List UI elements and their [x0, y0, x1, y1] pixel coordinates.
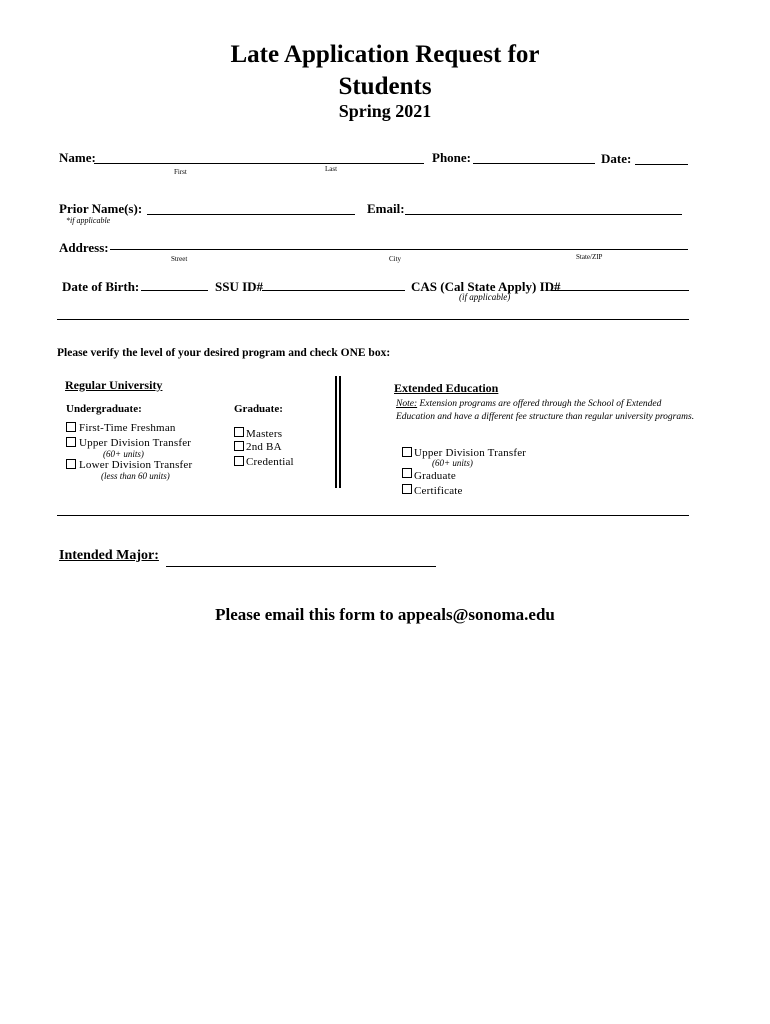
ext-graduate-checkbox[interactable] — [402, 468, 412, 478]
note-prefix: Note: — [396, 399, 418, 409]
prior-names-hint: *if applicable — [66, 216, 111, 225]
credential-checkbox[interactable] — [234, 456, 244, 466]
name-field[interactable] — [94, 163, 424, 164]
second-ba-checkbox[interactable] — [234, 441, 244, 451]
address-city-caption: City — [389, 255, 402, 263]
second-ba-option-label: 2nd BA — [246, 441, 282, 453]
upper-division-units-hint: (60+ units) — [103, 449, 144, 459]
upper-division-transfer-checkbox[interactable] — [66, 437, 76, 447]
email-instruction: Please email this form to appeals@sonoma.edu — [215, 605, 555, 624]
address-state-zip-caption: State/ZIP — [576, 253, 603, 261]
dob-label: Date of Birth: — [62, 279, 140, 294]
phone-label: Phone: — [432, 150, 471, 165]
freshman-option-label: First-Time Freshman — [79, 422, 176, 434]
date-field[interactable] — [635, 164, 688, 165]
cas-id-label: CAS (Cal State Apply) ID# — [411, 279, 561, 294]
ext-certificate-checkbox[interactable] — [402, 484, 412, 494]
ext-upper-division-units-hint: (60+ units) — [432, 458, 473, 468]
prior-names-label: Prior Name(s): — [59, 201, 143, 216]
cas-id-field[interactable] — [551, 290, 689, 291]
address-field[interactable] — [110, 249, 688, 250]
phone-field[interactable] — [473, 163, 595, 164]
form-title-line2: Students — [338, 73, 432, 100]
intended-major-label: Intended Major: — [59, 548, 159, 563]
form-term: Spring 2021 — [338, 101, 432, 121]
undergraduate-heading: Undergraduate: — [66, 403, 142, 415]
name-last-caption: Last — [325, 165, 338, 173]
cas-id-hint: (if applicable) — [459, 292, 511, 302]
program-instruction: Please verify the level of your desired program and check ONE box: — [57, 347, 391, 359]
intended-major-field[interactable] — [166, 566, 436, 567]
ssu-id-label: SSU ID# — [215, 279, 264, 294]
graduate-heading: Graduate: — [234, 403, 283, 415]
upper-division-transfer-option-label: Upper Division Transfer — [79, 437, 192, 449]
name-first-caption: First — [174, 168, 187, 176]
form-title-line1: Late Application Request for — [230, 41, 540, 68]
address-label: Address: — [59, 240, 109, 255]
extended-education-note — [396, 398, 696, 424]
masters-checkbox[interactable] — [234, 427, 244, 437]
section-divider-top — [57, 319, 689, 320]
ext-upper-division-option-label: Upper Division Transfer — [414, 447, 527, 459]
prior-names-field[interactable] — [147, 214, 355, 215]
column-divider-left — [335, 376, 337, 488]
lower-division-transfer-checkbox[interactable] — [66, 459, 76, 469]
ext-graduate-option-label: Graduate — [414, 470, 456, 482]
email-label: Email: — [367, 201, 405, 216]
column-divider-right — [339, 376, 341, 488]
freshman-checkbox[interactable] — [66, 422, 76, 432]
masters-option-label: Masters — [246, 428, 283, 440]
extended-education-heading: Extended Education — [394, 381, 499, 395]
dob-field[interactable] — [141, 290, 208, 291]
section-divider-bottom — [57, 515, 689, 516]
note-text: Extension programs are offered through the School of Extended Education and have a different fee structure than regular university programs. — [396, 399, 695, 422]
email-field[interactable] — [405, 214, 682, 215]
address-street-caption: Street — [171, 255, 188, 263]
ssu-id-field[interactable] — [262, 290, 405, 291]
name-label: Name: — [59, 150, 96, 165]
ext-upper-division-checkbox[interactable] — [402, 447, 412, 457]
lower-division-units-hint: (less than 60 units) — [101, 471, 170, 481]
lower-division-transfer-option-label: Lower Division Transfer — [79, 459, 193, 471]
credential-option-label: Credential — [246, 456, 294, 468]
regular-university-heading: Regular University — [65, 378, 163, 392]
date-label: Date: — [601, 151, 632, 166]
ext-certificate-option-label: Certificate — [414, 485, 463, 497]
